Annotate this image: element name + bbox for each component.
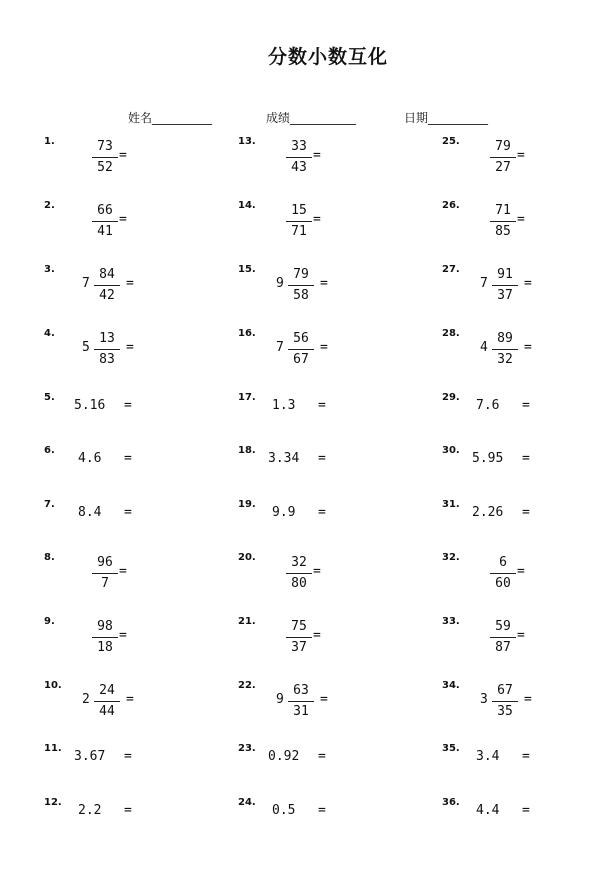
- problem-number: 7.: [44, 499, 55, 510]
- fraction-denominator: 42: [99, 288, 115, 303]
- decimal-value: 0.5: [272, 803, 296, 818]
- whole-number: 7: [276, 340, 284, 355]
- problem-item: [238, 328, 408, 372]
- name-field-label: 姓名__________: [128, 111, 213, 125]
- fraction-bar: [92, 573, 118, 574]
- problem-item: [238, 797, 408, 841]
- date-field-label: 日期__________: [404, 111, 489, 125]
- fraction-denominator: 87: [495, 640, 511, 655]
- fraction: [90, 554, 120, 593]
- fraction: [488, 202, 518, 241]
- fraction: [92, 266, 122, 305]
- problem-item: [442, 552, 603, 596]
- problem-number: 24.: [238, 797, 256, 808]
- equals-sign: =: [522, 451, 530, 466]
- fraction-numerator: 96: [97, 555, 113, 570]
- problem-number: 8.: [44, 552, 55, 563]
- problem-number: 33.: [442, 616, 460, 627]
- fraction: [90, 138, 120, 177]
- problem-number: 32.: [442, 552, 460, 563]
- problem-number: 15.: [238, 264, 256, 275]
- problem-item: [44, 136, 214, 180]
- problem-number: 29.: [442, 392, 460, 403]
- fraction-denominator: 44: [99, 704, 115, 719]
- fraction-denominator: 71: [291, 224, 307, 239]
- problem-number: 16.: [238, 328, 256, 339]
- problem-item: [44, 392, 214, 436]
- equals-sign: =: [524, 692, 532, 707]
- fraction-numerator: 63: [293, 683, 309, 698]
- problem-item: [44, 552, 214, 596]
- problem-item: [238, 552, 408, 596]
- fraction-bar: [288, 349, 314, 350]
- fraction-numerator: 24: [99, 683, 115, 698]
- problem-item: [442, 392, 603, 436]
- fraction-denominator: 85: [495, 224, 511, 239]
- problem-item: [238, 136, 408, 180]
- problem-item: [238, 616, 408, 660]
- fraction-denominator: 83: [99, 352, 115, 367]
- decimal-value: 5.95: [472, 451, 504, 466]
- fraction-bar: [490, 157, 516, 158]
- fraction-denominator: 80: [291, 576, 307, 591]
- equals-sign: =: [119, 628, 127, 643]
- problem-item: [238, 264, 408, 308]
- problem-item: [44, 743, 214, 787]
- problem-number: 3.: [44, 264, 55, 275]
- fraction: [284, 138, 314, 177]
- fraction-numerator: 89: [497, 331, 513, 346]
- equals-sign: =: [524, 276, 532, 291]
- equals-sign: =: [320, 276, 328, 291]
- fraction-numerator: 98: [97, 619, 113, 634]
- decimal-value: 3.4: [476, 749, 500, 764]
- equals-sign: =: [320, 340, 328, 355]
- decimal-value: 1.3: [272, 398, 296, 413]
- fraction-denominator: 60: [495, 576, 511, 591]
- equals-sign: =: [119, 564, 127, 579]
- fraction-bar: [286, 221, 312, 222]
- fraction: [286, 266, 316, 305]
- fraction-numerator: 66: [97, 203, 113, 218]
- decimal-value: 3.67: [74, 749, 106, 764]
- fraction-bar: [492, 349, 518, 350]
- equals-sign: =: [318, 803, 326, 818]
- whole-number: 7: [480, 276, 488, 291]
- fraction: [488, 554, 518, 593]
- equals-sign: =: [522, 398, 530, 413]
- problem-number: 13.: [238, 136, 256, 147]
- fraction-denominator: 31: [293, 704, 309, 719]
- decimal-value: 7.6: [476, 398, 500, 413]
- equals-sign: =: [517, 564, 525, 579]
- page-title: 分数小数互化: [267, 46, 388, 68]
- fraction: [488, 618, 518, 657]
- fraction-numerator: 59: [495, 619, 511, 634]
- decimal-value: 9.9: [272, 505, 296, 520]
- fraction-denominator: 41: [97, 224, 113, 239]
- fraction-denominator: 35: [497, 704, 513, 719]
- equals-sign: =: [320, 692, 328, 707]
- equals-sign: =: [522, 803, 530, 818]
- decimal-value: 0.92: [268, 749, 300, 764]
- equals-sign: =: [522, 749, 530, 764]
- fraction-bar: [490, 637, 516, 638]
- equals-sign: =: [313, 564, 321, 579]
- problem-item: [442, 743, 603, 787]
- fraction-denominator: 58: [293, 288, 309, 303]
- fraction: [90, 202, 120, 241]
- fraction-denominator: 37: [291, 640, 307, 655]
- problem-number: 11.: [44, 743, 62, 754]
- fraction-bar: [92, 157, 118, 158]
- equals-sign: =: [124, 505, 132, 520]
- fraction-bar: [286, 637, 312, 638]
- fraction-denominator: 18: [97, 640, 113, 655]
- fraction-numerator: 32: [291, 555, 307, 570]
- problem-number: 25.: [442, 136, 460, 147]
- problem-item: [442, 200, 603, 244]
- fraction-numerator: 84: [99, 267, 115, 282]
- fraction: [284, 554, 314, 593]
- problem-number: 19.: [238, 499, 256, 510]
- equals-sign: =: [126, 692, 134, 707]
- fraction-numerator: 13: [99, 331, 115, 346]
- fraction-numerator: 67: [497, 683, 513, 698]
- fraction: [92, 682, 122, 721]
- fraction-bar: [286, 157, 312, 158]
- fraction-bar: [92, 221, 118, 222]
- problem-item: [238, 680, 408, 724]
- fraction-bar: [490, 221, 516, 222]
- fraction-bar: [288, 285, 314, 286]
- fraction: [286, 682, 316, 721]
- problem-item: [238, 743, 408, 787]
- equals-sign: =: [522, 505, 530, 520]
- problem-item: [442, 797, 603, 841]
- fraction-bar: [94, 349, 120, 350]
- problem-number: 30.: [442, 445, 460, 456]
- problem-item: [238, 499, 408, 543]
- equals-sign: =: [318, 398, 326, 413]
- fraction-numerator: 56: [293, 331, 309, 346]
- equals-sign: =: [313, 212, 321, 227]
- fraction-numerator: 73: [97, 139, 113, 154]
- fraction-denominator: 52: [97, 160, 113, 175]
- fraction-numerator: 91: [497, 267, 513, 282]
- problem-item: [442, 616, 603, 660]
- fraction: [90, 618, 120, 657]
- fraction-numerator: 79: [293, 267, 309, 282]
- fraction-denominator: 43: [291, 160, 307, 175]
- fraction: [490, 682, 520, 721]
- problem-number: 6.: [44, 445, 55, 456]
- problem-item: [44, 328, 214, 372]
- whole-number: 5: [82, 340, 90, 355]
- problem-number: 12.: [44, 797, 62, 808]
- fraction-bar: [492, 285, 518, 286]
- problem-item: [44, 680, 214, 724]
- fraction-numerator: 33: [291, 139, 307, 154]
- problem-number: 35.: [442, 743, 460, 754]
- problem-item: [442, 264, 603, 308]
- score-field-label: 成绩___________: [266, 111, 357, 125]
- fraction: [490, 330, 520, 369]
- fraction: [286, 330, 316, 369]
- decimal-value: 5.16: [74, 398, 106, 413]
- equals-sign: =: [524, 340, 532, 355]
- decimal-value: 8.4: [78, 505, 102, 520]
- equals-sign: =: [517, 148, 525, 163]
- decimal-value: 2.26: [472, 505, 504, 520]
- equals-sign: =: [313, 628, 321, 643]
- fraction-bar: [490, 573, 516, 574]
- equals-sign: =: [126, 276, 134, 291]
- problem-number: 36.: [442, 797, 460, 808]
- fraction-denominator: 32: [497, 352, 513, 367]
- fraction-numerator: 15: [291, 203, 307, 218]
- problem-item: [44, 200, 214, 244]
- problem-number: 23.: [238, 743, 256, 754]
- equals-sign: =: [517, 212, 525, 227]
- fraction-bar: [492, 701, 518, 702]
- fraction-numerator: 6: [499, 555, 507, 570]
- fraction: [490, 266, 520, 305]
- fraction-bar: [286, 573, 312, 574]
- equals-sign: =: [124, 398, 132, 413]
- fraction-numerator: 79: [495, 139, 511, 154]
- problem-number: 20.: [238, 552, 256, 563]
- equals-sign: =: [313, 148, 321, 163]
- problem-number: 18.: [238, 445, 256, 456]
- decimal-value: 2.2: [78, 803, 102, 818]
- equals-sign: =: [119, 212, 127, 227]
- problem-number: 27.: [442, 264, 460, 275]
- equals-sign: =: [318, 451, 326, 466]
- problem-number: 4.: [44, 328, 55, 339]
- problem-number: 21.: [238, 616, 256, 627]
- problem-number: 26.: [442, 200, 460, 211]
- problem-item: [44, 797, 214, 841]
- fraction: [284, 202, 314, 241]
- problem-item: [442, 680, 603, 724]
- fraction-denominator: 37: [497, 288, 513, 303]
- fraction-denominator: 27: [495, 160, 511, 175]
- whole-number: 3: [480, 692, 488, 707]
- equals-sign: =: [124, 803, 132, 818]
- problem-number: 9.: [44, 616, 55, 627]
- problem-item: [442, 136, 603, 180]
- equals-sign: =: [119, 148, 127, 163]
- whole-number: 7: [82, 276, 90, 291]
- decimal-value: 4.4: [476, 803, 500, 818]
- problem-number: 22.: [238, 680, 256, 691]
- fraction-bar: [288, 701, 314, 702]
- problem-number: 1.: [44, 136, 55, 147]
- problem-number: 14.: [238, 200, 256, 211]
- equals-sign: =: [318, 505, 326, 520]
- equals-sign: =: [124, 451, 132, 466]
- equals-sign: =: [124, 749, 132, 764]
- problem-item: [442, 499, 603, 543]
- problem-number: 31.: [442, 499, 460, 510]
- fraction: [284, 618, 314, 657]
- problem-item: [44, 616, 214, 660]
- fraction: [92, 330, 122, 369]
- decimal-value: 4.6: [78, 451, 102, 466]
- problem-number: 2.: [44, 200, 55, 211]
- problem-item: [238, 392, 408, 436]
- fraction-numerator: 75: [291, 619, 307, 634]
- problem-number: 17.: [238, 392, 256, 403]
- fraction-bar: [94, 701, 120, 702]
- whole-number: 9: [276, 692, 284, 707]
- fraction-denominator: 7: [101, 576, 109, 591]
- fraction: [488, 138, 518, 177]
- fraction-bar: [94, 285, 120, 286]
- problem-item: [442, 445, 603, 489]
- problem-item: [238, 445, 408, 489]
- problem-number: 28.: [442, 328, 460, 339]
- whole-number: 2: [82, 692, 90, 707]
- problem-number: 34.: [442, 680, 460, 691]
- problem-number: 10.: [44, 680, 62, 691]
- problem-item: [44, 499, 214, 543]
- problem-item: [44, 264, 214, 308]
- equals-sign: =: [126, 340, 134, 355]
- equals-sign: =: [318, 749, 326, 764]
- whole-number: 9: [276, 276, 284, 291]
- fraction-denominator: 67: [293, 352, 309, 367]
- whole-number: 4: [480, 340, 488, 355]
- problem-item: [442, 328, 603, 372]
- problem-item: [44, 445, 214, 489]
- problem-item: [238, 200, 408, 244]
- fraction-bar: [92, 637, 118, 638]
- problem-number: 5.: [44, 392, 55, 403]
- fraction-numerator: 71: [495, 203, 511, 218]
- equals-sign: =: [517, 628, 525, 643]
- decimal-value: 3.34: [268, 451, 300, 466]
